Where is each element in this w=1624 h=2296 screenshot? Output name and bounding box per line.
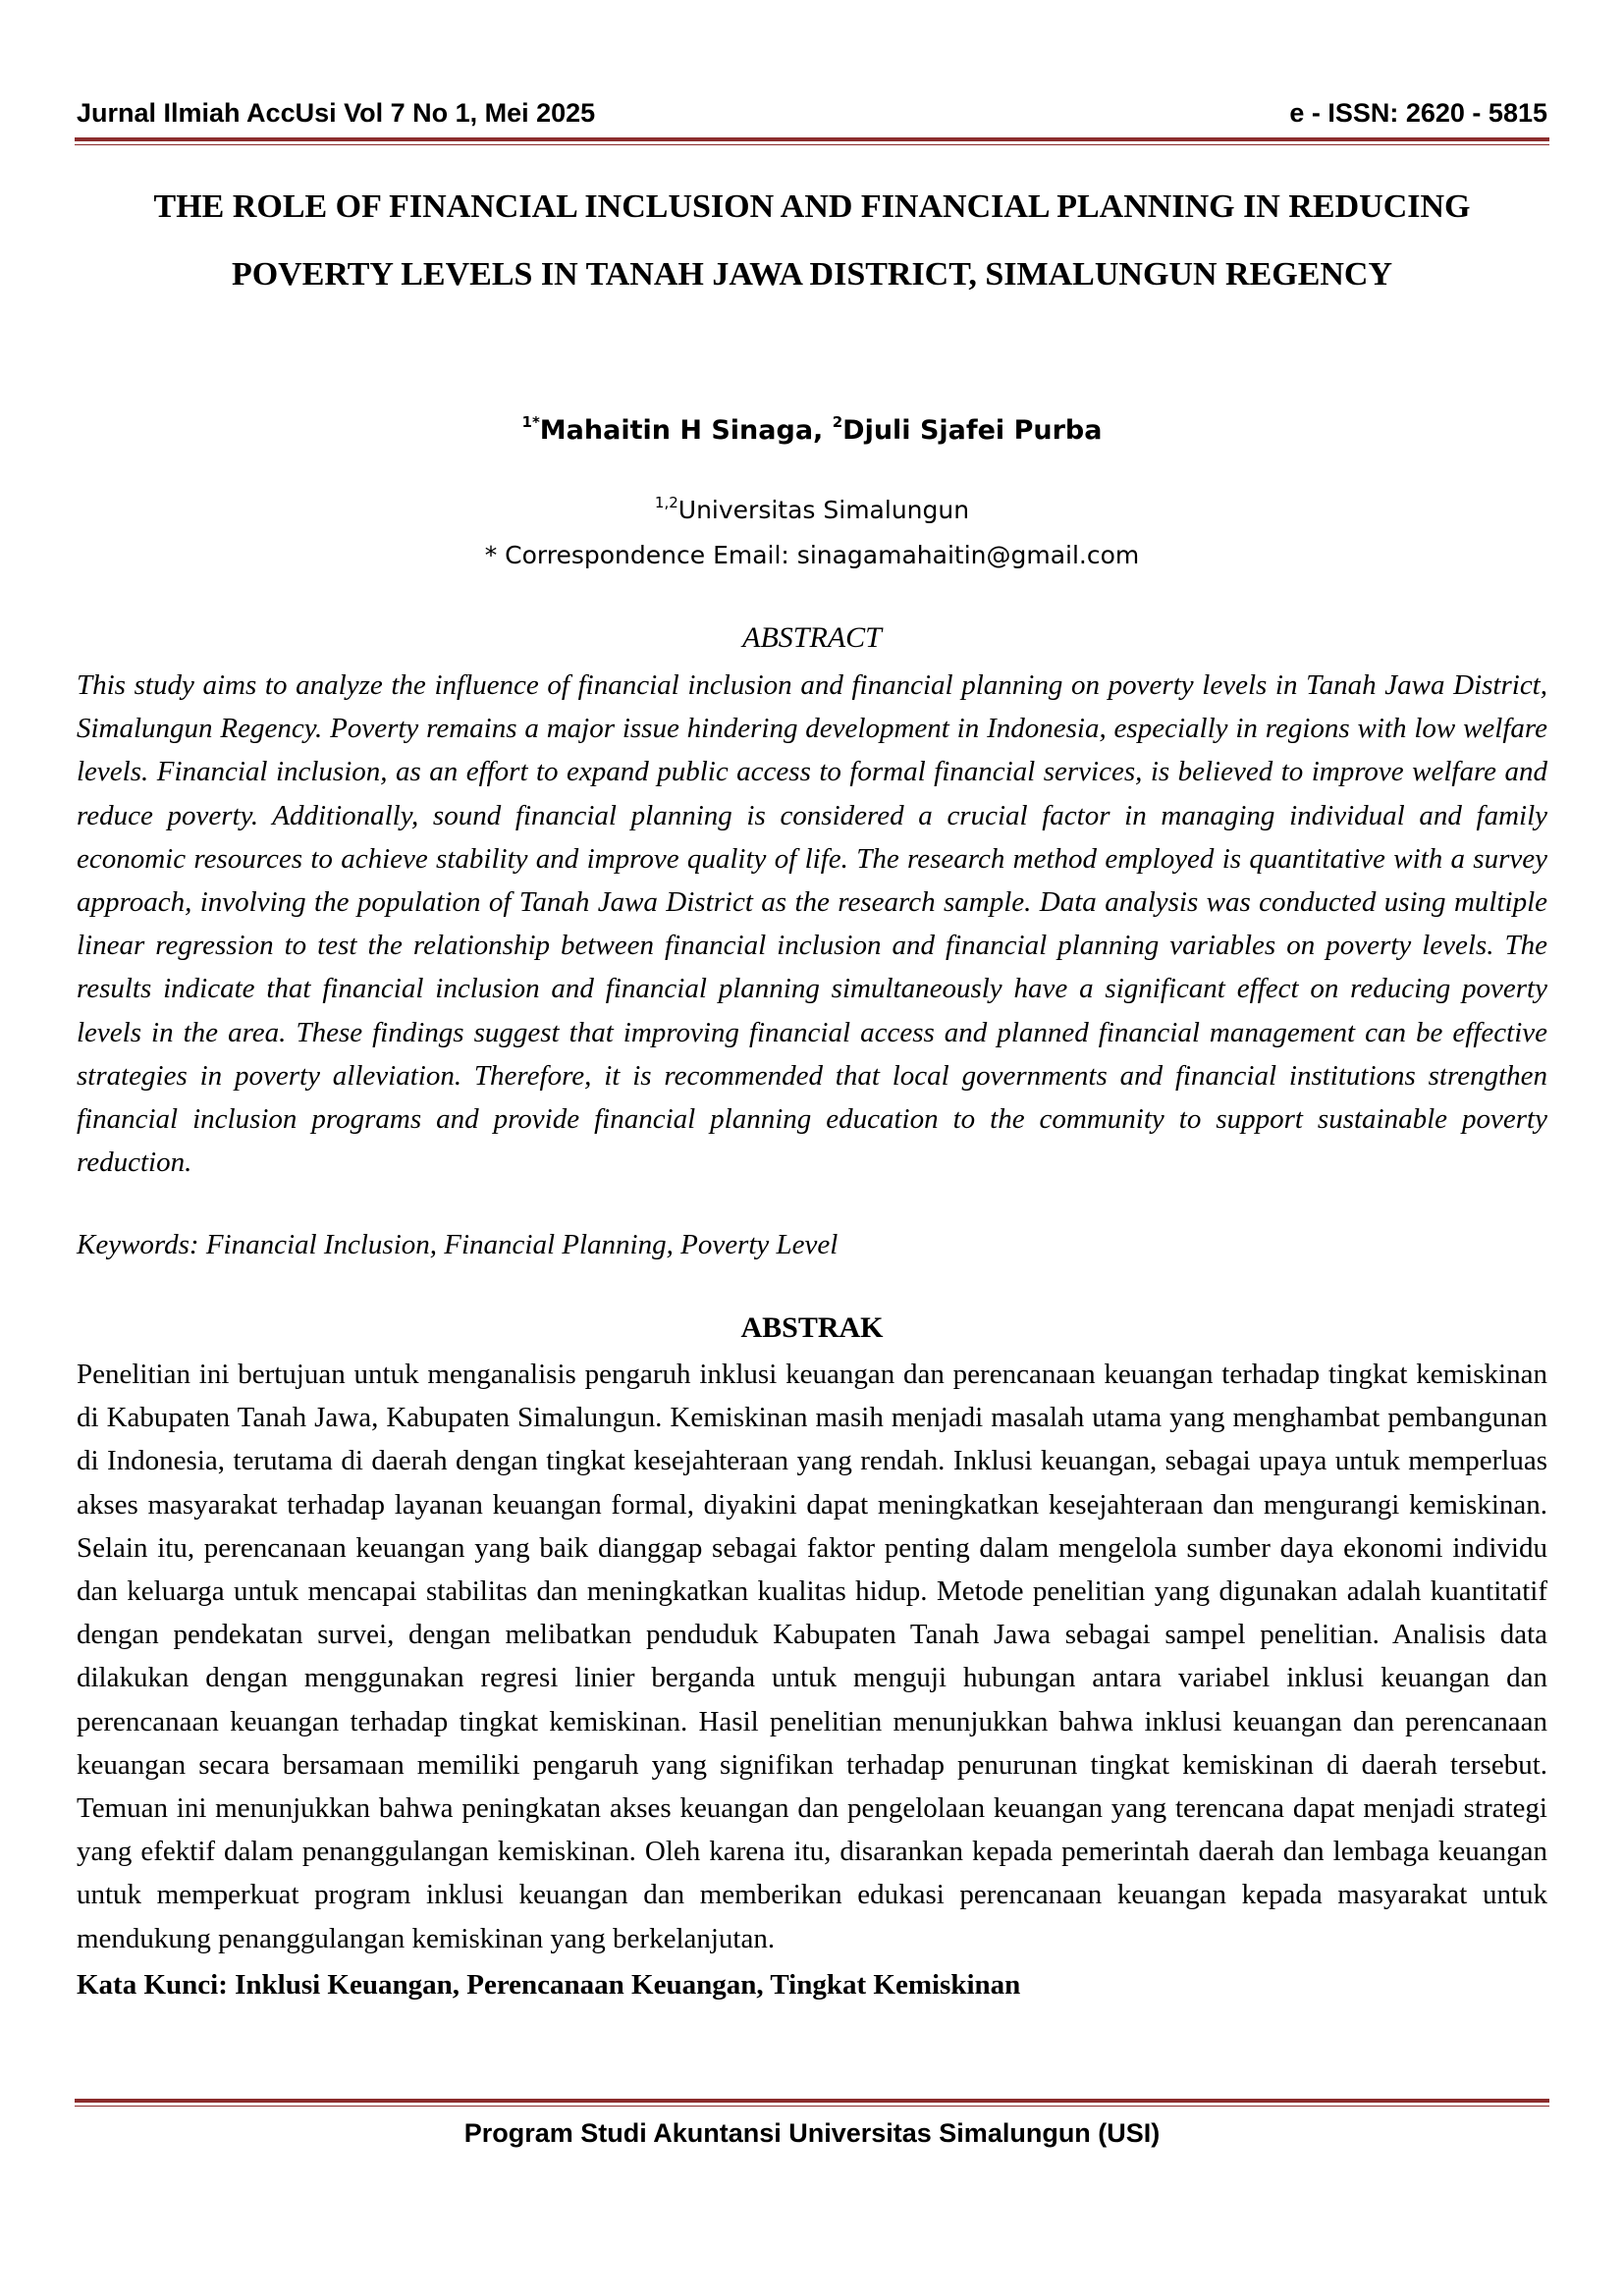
running-footer: Program Studi Akuntansi Universitas Simalungun (USI) xyxy=(463,2118,1161,2148)
affiliation-mark: 1,2 xyxy=(654,494,678,511)
kata-kunci: Kata Kunci: Inklusi Keuangan, Perencanaan Keuangan, Tingkat Kemiskinan xyxy=(77,1969,1021,2001)
issn: e - ISSN: 2620 - 5815 xyxy=(1289,98,1547,128)
abstract-body: This study aims to analyze the influence of financial inclusion and financial planning on poverty levels in Tanah Jawa District, Simalungun Regency. Poverty remains a major issue hindering development in Indonesia, especially in regions with low welfare levels. Financial inclusion, as an effort to expand public access to formal financial services, is believed to improve welfare and reduce poverty. Additionally, sound financial planning is considered a crucial factor in managing individual and family economic resources to achieve stability and improve quality of life. The research method employed is quantitative with a survey approach, involving the population of Tanah Jawa District as the research sample. Data analysis was conducted using multiple linear regression to test the relationship between financial inclusion and financial planning variables on poverty levels. The results indicate that financial inclusion and financial planning simultaneously have a significant effect on reducing poverty levels in the area. These findings suggest that improving financial access and planned financial management can be effective strategies in poverty alleviation. Therefore, it is recommended that local governments and financial institutions strengthen financial inclusion programs and provide financial planning education to the community to support sustainable poverty reduction. xyxy=(77,669,1547,1179)
abstrak-heading: ABSTRAK xyxy=(740,1311,884,1344)
header-rule-thick xyxy=(75,137,1549,141)
author1-affiliation-mark: 1* xyxy=(521,413,540,431)
keywords: Keywords: Financial Inclusion, Financial Planning, Poverty Level xyxy=(77,1229,839,1260)
author1-name: Mahaitin H Sinaga, xyxy=(539,415,833,446)
paper-title: THE ROLE OF FINANCIAL INCLUSION AND FINANCIAL PLANNING IN REDUCING POVERTY LEVELS IN TANAH JAWA DISTRICT, SIMALUNGUN REGENCY xyxy=(153,188,1471,293)
abstrak-body: Penelitian ini bertujuan untuk menganalisis pengaruh inklusi keuangan dan perencanaan keuangan terhadap tingkat kemiskinan di Kabupaten Tanah Jawa, Kabupaten Simalungun. Kemiskinan masih menjadi masalah utama yang menghambat pembangunan di Indonesia, terutama di daerah dengan tingkat kesejahteraan yang rendah. Inklusi keuangan, sebagai upaya untuk memperluas akses masyarakat terhadap layanan keuangan formal, diyakini dapat meningkatkan kesejahteraan dan mengurangi kemiskinan. Selain itu, perencanaan keuangan yang baik dianggap sebagai faktor penting dalam mengelola sumber daya ekonomi individu dan keluarga untuk mencapai stabilitas dan meningkatkan kualitas hidup. Metode penelitian yang digunakan adalah kuantitatif dengan pendekatan survei, dengan melibatkan penduduk Kabupaten Tanah Jawa sebagai sampel penelitian. Analisis data dilakukan dengan menggunakan regresi linier berganda untuk menguji hubungan antara variabel inklusi keuangan dan perencanaan keuangan terhadap tingkat kemiskinan. Hasil penelitian menunjukkan bahwa inklusi keuangan dan perencanaan keuangan secara bersamaan memiliki pengaruh yang signifikan terhadap penurunan tingkat kemiskinan di daerah tersebut. Temuan ini menunjukkan bahwa peningkatan akses keuangan dan pengelolaan keuangan yang terencana dapat menjadi strategi yang efektif dalam penanggulangan kemiskinan. Oleh karena itu, disarankan kepada pemerintah daerah dan lembaga keuangan untuk memperkuat program inklusi keuangan dan memberikan edukasi perencanaan keuangan kepada masyarakat untuk mendukung penanggulangan kemiskinan yang berkelanjutan. xyxy=(77,1359,1547,1954)
header-rule-thin xyxy=(75,144,1549,145)
author-line xyxy=(0,415,1624,446)
running-header xyxy=(77,98,1547,133)
affiliation xyxy=(0,496,1624,524)
journal-name: Jurnal Ilmiah AccUsi Vol 7 No 1, Mei 2025 xyxy=(77,98,596,128)
footer-rule-thin xyxy=(75,2106,1549,2107)
affiliation-name: Universitas Simalungun xyxy=(677,496,970,524)
correspondence-email: * Correspondence Email: sinagamahaitin@gmail.com xyxy=(484,541,1140,569)
abstract-heading: ABSTRACT xyxy=(742,621,882,654)
footer-rule-thick xyxy=(75,2099,1549,2103)
author2-affiliation-mark: 2 xyxy=(832,413,843,431)
author2-name: Djuli Sjafei Purba xyxy=(842,415,1103,446)
